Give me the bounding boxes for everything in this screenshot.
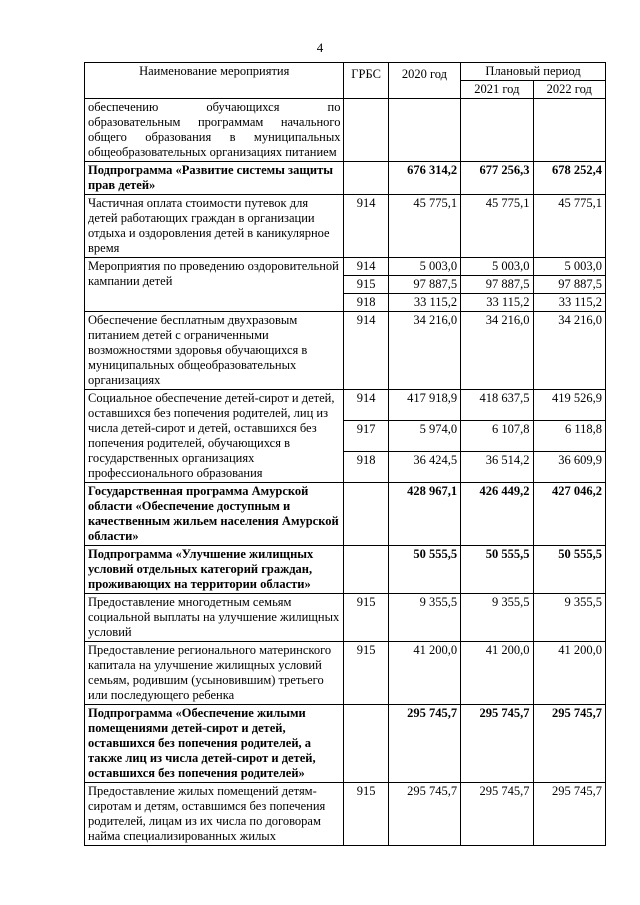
- amount-2021-cell: 418 637,5: [461, 390, 533, 421]
- amount-2021-cell: 295 745,7: [461, 705, 533, 783]
- amount-2022-cell: 9 355,5: [533, 594, 605, 642]
- amount-2022-cell: 50 555,5: [533, 546, 605, 594]
- amount-2022-cell: 5 003,0: [533, 258, 605, 276]
- amount-2022-cell: 295 745,7: [533, 705, 605, 783]
- amount-2021-cell: 9 355,5: [461, 594, 533, 642]
- table-row: [85, 258, 606, 276]
- amount-2020-cell: 417 918,9: [388, 390, 460, 421]
- grbs-cell: 915: [344, 783, 388, 846]
- amount-2020-cell: 295 745,7: [388, 705, 460, 783]
- amount-2020-cell: 97 887,5: [388, 276, 460, 294]
- amount-2022-cell: 6 118,8: [533, 421, 605, 452]
- grbs-cell: 914: [344, 312, 388, 390]
- amount-2022-cell: 33 115,2: [533, 294, 605, 312]
- table-row: [85, 783, 606, 846]
- amount-2021-cell: 41 200,0: [461, 642, 533, 705]
- amount-2020-cell: 295 745,7: [388, 783, 460, 846]
- program-title-cell: Подпрограмма «Обеспечение жилыми помещениями детей-сирот и детей, оставшихся без попечения родителей, а также лиц из числа детей-сирот и детей, оставшихся без попечения родителей»: [85, 705, 344, 783]
- table-body: [85, 99, 606, 846]
- table-row: [85, 390, 606, 421]
- activity-name-cell: Предоставление регионального материнского капитала на улучшение жилищных условий семьям, родившим (усыновившим) третьего или последующего ребенка: [85, 642, 344, 705]
- grbs-cell: [344, 162, 388, 195]
- grbs-cell: 914: [344, 390, 388, 421]
- grbs-cell: 918: [344, 452, 388, 483]
- header-year-2021: 2021 год: [461, 81, 533, 99]
- table-row: [85, 162, 606, 195]
- table-row: [85, 312, 606, 390]
- header-grbs: ГРБС: [344, 63, 388, 99]
- amount-2020-cell: 676 314,2: [388, 162, 460, 195]
- table-row: [85, 546, 606, 594]
- activity-name-cell: Частичная оплата стоимости путевок для детей работающих граждан в организации отдыха и оздоровления детей в каникулярное время: [85, 195, 344, 258]
- grbs-cell: [344, 546, 388, 594]
- activity-name-cell: Обеспечение бесплатным двухразовым питанием детей с ограниченными возможностями здоровья обучающихся в муниципальных общеобразовательных организациях: [85, 312, 344, 390]
- activity-name-cell: Мероприятия по проведению оздоровительной кампании детей: [85, 258, 344, 312]
- amount-2021-cell: 426 449,2: [461, 483, 533, 546]
- activity-name-cell: Социальное обеспечение детей-сирот и детей, оставшихся без попечения родителей, лиц из числа детей-сирот и детей, оставшихся без попечения родителей, обучающихся в государственных организациях профессионального образования: [85, 390, 344, 483]
- grbs-cell: 917: [344, 421, 388, 452]
- amount-2020-cell: 34 216,0: [388, 312, 460, 390]
- grbs-cell: 915: [344, 642, 388, 705]
- table-row: [85, 99, 606, 162]
- activity-name-cell: обеспечению обучающихся по образовательным программам начального общего образования в муниципальных общеобразовательных организациях питанием: [85, 99, 344, 162]
- program-title-cell: Государственная программа Амурской области «Обеспечение доступным и качественным жильем населения Амурской области»: [85, 483, 344, 546]
- budget-table: [84, 62, 606, 846]
- header-year-2020: 2020 год: [388, 63, 460, 99]
- amount-2021-cell: 677 256,3: [461, 162, 533, 195]
- activity-name-cell: Предоставление многодетным семьям социальной выплаты на улучшение жилищных условий: [85, 594, 344, 642]
- amount-2021-cell: 50 555,5: [461, 546, 533, 594]
- amount-2021-cell: [461, 99, 533, 162]
- amount-2020-cell: [388, 99, 460, 162]
- amount-2022-cell: 295 745,7: [533, 783, 605, 846]
- page-number: 4: [316, 40, 324, 55]
- amount-2021-cell: 36 514,2: [461, 452, 533, 483]
- table-row: [85, 483, 606, 546]
- grbs-cell: 915: [344, 594, 388, 642]
- grbs-cell: [344, 483, 388, 546]
- grbs-cell: 914: [344, 258, 388, 276]
- amount-2020-cell: 41 200,0: [388, 642, 460, 705]
- amount-2021-cell: 33 115,2: [461, 294, 533, 312]
- amount-2022-cell: 419 526,9: [533, 390, 605, 421]
- amount-2022-cell: 678 252,4: [533, 162, 605, 195]
- amount-2022-cell: 45 775,1: [533, 195, 605, 258]
- grbs-cell: 918: [344, 294, 388, 312]
- amount-2020-cell: 45 775,1: [388, 195, 460, 258]
- amount-2022-cell: 41 200,0: [533, 642, 605, 705]
- amount-2021-cell: 6 107,8: [461, 421, 533, 452]
- amount-2021-cell: 45 775,1: [461, 195, 533, 258]
- amount-2022-cell: 97 887,5: [533, 276, 605, 294]
- amount-2020-cell: 428 967,1: [388, 483, 460, 546]
- grbs-cell: [344, 99, 388, 162]
- program-title-cell: Подпрограмма «Улучшение жилищных условий отдельных категорий граждан, проживающих на территории области»: [85, 546, 344, 594]
- amount-2021-cell: 34 216,0: [461, 312, 533, 390]
- amount-2022-cell: [533, 99, 605, 162]
- amount-2021-cell: 5 003,0: [461, 258, 533, 276]
- header-planned-period: Плановый период: [461, 63, 606, 81]
- grbs-cell: 915: [344, 276, 388, 294]
- header-year-2022: 2022 год: [533, 81, 605, 99]
- amount-2020-cell: 5 003,0: [388, 258, 460, 276]
- activity-name-cell: Предоставление жилых помещений детям-сиротам и детям, оставшимся без попечения родителей, лицам из их числа по договорам найма специализированных жилых: [85, 783, 344, 846]
- amount-2021-cell: 97 887,5: [461, 276, 533, 294]
- amount-2020-cell: 50 555,5: [388, 546, 460, 594]
- grbs-cell: 914: [344, 195, 388, 258]
- header-name: Наименование мероприятия: [85, 63, 344, 99]
- amount-2020-cell: 9 355,5: [388, 594, 460, 642]
- table-row: [85, 195, 606, 258]
- amount-2022-cell: 34 216,0: [533, 312, 605, 390]
- amount-2021-cell: 295 745,7: [461, 783, 533, 846]
- grbs-cell: [344, 705, 388, 783]
- table-row: [85, 642, 606, 705]
- program-title-cell: Подпрограмма «Развитие системы защиты прав детей»: [85, 162, 344, 195]
- amount-2020-cell: 36 424,5: [388, 452, 460, 483]
- table-row: [85, 594, 606, 642]
- amount-2022-cell: 36 609,9: [533, 452, 605, 483]
- amount-2020-cell: 33 115,2: [388, 294, 460, 312]
- table-row: [85, 705, 606, 783]
- amount-2022-cell: 427 046,2: [533, 483, 605, 546]
- table-header: [85, 63, 606, 99]
- amount-2020-cell: 5 974,0: [388, 421, 460, 452]
